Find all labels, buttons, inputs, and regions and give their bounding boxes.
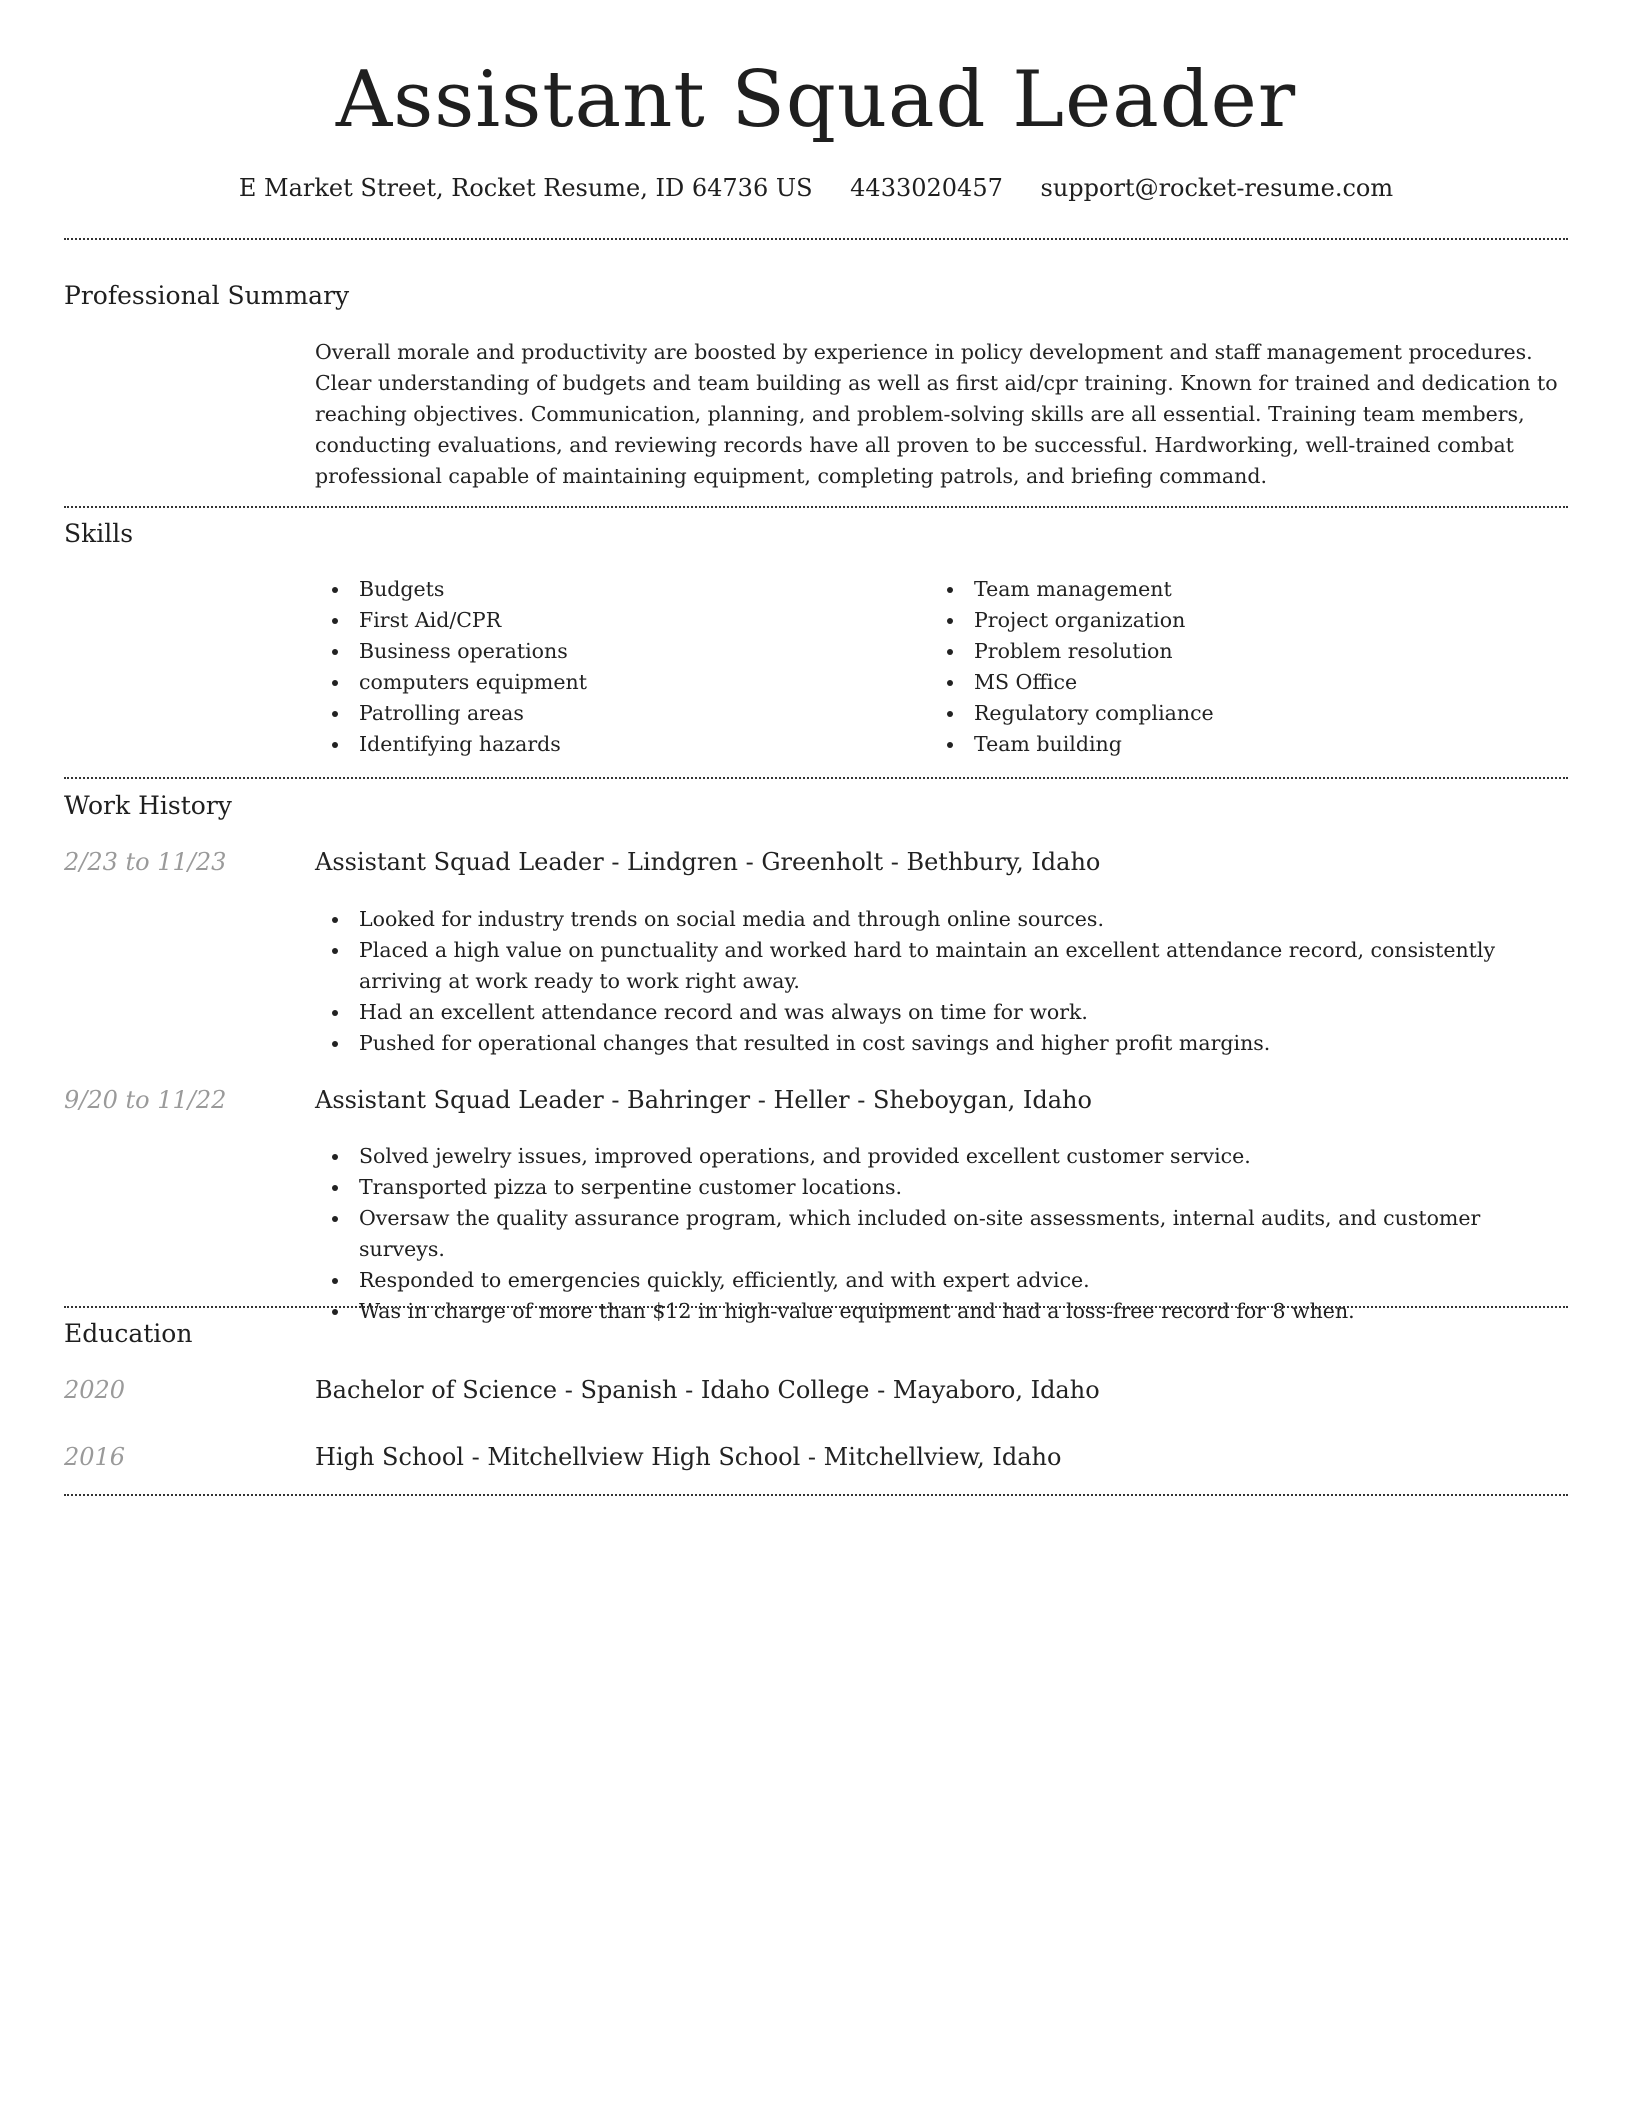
skill-item: Team management <box>930 574 1530 605</box>
summary-text: Overall morale and productivity are boosted by experience in policy development and staff management procedures. Clear understanding of budgets and team building as well as first aid/cpr training. Known for trained and dedication to reaching objectives. Communication, planning, and problem-solving skills are all essential. Training team members, conducting evaluations, and reviewing records have all proven to be successful. Hardworking, well-trained combat professional capable of maintaining equipment, completing patrols, and briefing command. <box>315 340 1558 488</box>
job-duty: Pushed for operational changes that resulted in cost savings and higher profit margins. <box>315 1028 1568 1059</box>
skill-item: Team building <box>930 729 1530 760</box>
section-title-education: Education <box>64 1319 193 1348</box>
job-duty: Solved jewelry issues, improved operations, and provided excellent customer service. <box>315 1141 1568 1172</box>
skills-column-right <box>930 574 1530 760</box>
job-duties <box>315 904 1568 1059</box>
job-duty: Transported pizza to serpentine customer locations. <box>315 1172 1568 1203</box>
divider <box>64 1494 1568 1496</box>
divider <box>64 1306 1568 1308</box>
divider <box>64 238 1568 240</box>
email[interactable]: support@rocket-resume.com <box>1040 174 1394 202</box>
skill-item: computers equipment <box>315 667 915 698</box>
candidate-name: Assistant Squad Leader <box>335 55 1297 145</box>
skills-column-left <box>315 574 915 760</box>
job-dates: 2/23 to 11/23 <box>64 848 227 876</box>
skill-item: Business operations <box>315 636 915 667</box>
skill-item: Patrolling areas <box>315 698 915 729</box>
contact-line <box>64 172 1568 204</box>
job-duty: Responded to emergencies quickly, efficiently, and with expert advice. <box>315 1265 1568 1296</box>
divider <box>64 506 1568 508</box>
education-entry: Bachelor of Science - Spanish - Idaho College - Mayaboro, Idaho <box>315 1376 1100 1404</box>
job-duty: Looked for industry trends on social media and through online sources. <box>315 904 1568 935</box>
skill-item: Budgets <box>315 574 915 605</box>
divider <box>64 777 1568 779</box>
skill-item: First Aid/CPR <box>315 605 915 636</box>
job-heading: Assistant Squad Leader - Lindgren - Greenholt - Bethbury, Idaho <box>315 848 1101 876</box>
section-title-summary: Professional Summary <box>64 281 350 310</box>
education-year: 2020 <box>64 1376 126 1404</box>
skill-item: Regulatory compliance <box>930 698 1530 729</box>
education-year: 2016 <box>64 1443 126 1471</box>
job-duty: Oversaw the quality assurance program, which included on-site assessments, internal audits, and customer surveys. <box>315 1203 1568 1265</box>
job-heading: Assistant Squad Leader - Bahringer - Heller - Sheboygan, Idaho <box>315 1086 1092 1114</box>
skill-item: MS Office <box>930 667 1530 698</box>
education-entry: High School - Mitchellview High School - Mitchellview, Idaho <box>315 1443 1062 1471</box>
job-dates: 9/20 to 11/22 <box>64 1086 227 1114</box>
job-duty: Was in charge of more than $12 in high-value equipment and had a loss-free record for 8 when. <box>315 1296 1568 1327</box>
skill-item: Problem resolution <box>930 636 1530 667</box>
job-duties <box>315 1141 1568 1327</box>
address: E Market Street, Rocket Resume, ID 64736 US <box>238 174 813 202</box>
section-title-skills: Skills <box>64 519 134 548</box>
job-duty: Placed a high value on punctuality and worked hard to maintain an excellent attendance record, consistently arriving at work ready to work right away. <box>315 935 1568 997</box>
skill-item: Project organization <box>930 605 1530 636</box>
phone: 4433020457 <box>850 174 1003 202</box>
skills-list <box>315 574 1568 764</box>
job-duty: Had an excellent attendance record and was always on time for work. <box>315 997 1568 1028</box>
section-title-work-history: Work History <box>64 791 232 820</box>
skill-item: Identifying hazards <box>315 729 915 760</box>
